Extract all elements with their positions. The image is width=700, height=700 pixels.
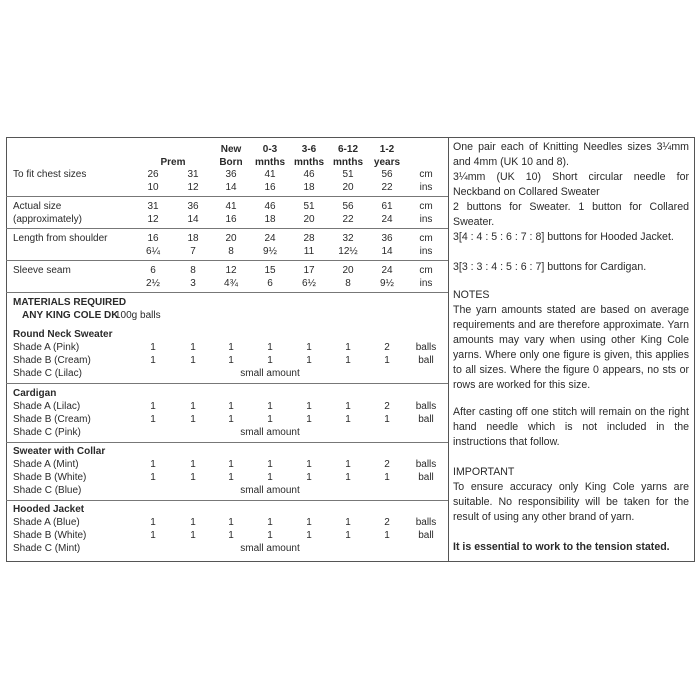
measurement-ins-value: 7 xyxy=(190,246,196,257)
shade-a-label: Shade A (Blue) xyxy=(13,517,80,528)
shade-b-amount: 1 xyxy=(190,472,196,483)
shade-c-label: Shade C (Pink) xyxy=(13,427,81,438)
measurement-ins-value: 24 xyxy=(381,214,393,225)
buttons-sweater-text: 2 buttons for Sweater. 1 button for Collared Sweater. xyxy=(453,201,689,228)
unit-ins: ins xyxy=(419,246,433,257)
circular-needle-text: 3¼mm (UK 10) Short circular needle for Neckband on Collared Sweater xyxy=(453,171,689,198)
shade-b-amount: 1 xyxy=(306,472,312,483)
important-yarn-text: To ensure accuracy only King Cole yarns are suitable. No responsibility will be taken for the result of using any other brand of yarn. xyxy=(453,481,689,523)
measurement-ins-value: 12½ xyxy=(338,246,358,257)
garment-name: Sweater with Collar xyxy=(13,446,106,457)
shade-b-amount: 1 xyxy=(190,414,196,425)
shade-a-amount: 1 xyxy=(228,459,234,470)
measurement-label: Length from shoulder xyxy=(13,233,108,244)
measurement-label: Actual size xyxy=(13,201,62,212)
shade-a-label: Shade A (Lilac) xyxy=(13,401,81,412)
measurement-ins-value: 9½ xyxy=(380,278,394,289)
measurement-ins-value: 14 xyxy=(381,246,393,257)
shade-b-amount: 1 xyxy=(150,472,156,483)
measurement-label: Sleeve seam xyxy=(13,265,71,276)
measurement-ins-value: 4¾ xyxy=(224,278,238,289)
shade-a-amount: 1 xyxy=(306,342,312,353)
measurement-cm-value: 36 xyxy=(187,201,199,212)
shade-b-amount: 1 xyxy=(150,355,156,366)
measurement-cm-value: 41 xyxy=(264,169,276,180)
section-divider xyxy=(6,500,448,501)
measurement-ins-value: 6½ xyxy=(302,278,316,289)
measurement-ins-value: 8 xyxy=(228,246,234,257)
measurement-cm-value: 24 xyxy=(381,265,393,276)
shade-b-label: Shade B (White) xyxy=(13,472,87,483)
shade-b-amount: 1 xyxy=(384,472,390,483)
shade-a-amount: 1 xyxy=(306,517,312,528)
unit-ball: ball xyxy=(418,472,434,483)
shade-a-amount: 1 xyxy=(228,401,234,412)
shade-a-label: Shade A (Pink) xyxy=(13,342,80,353)
garment-name: Cardigan xyxy=(13,388,57,399)
measurement-cm-value: 51 xyxy=(342,169,354,180)
needles-text: One pair each of Knitting Needles sizes 3¼mm and 4mm (UK 10 and 8). xyxy=(453,141,689,168)
shade-c-amount: small amount xyxy=(240,368,300,379)
measurement-cm-value: 31 xyxy=(147,201,159,212)
unit-balls: balls xyxy=(415,342,437,353)
header-6-12-line2: mnths xyxy=(333,157,363,168)
shade-a-amount: 2 xyxy=(384,342,390,353)
header-3-6-line1: 3-6 xyxy=(301,144,317,155)
shade-a-amount: 1 xyxy=(228,517,234,528)
unit-cm: cm xyxy=(419,233,433,244)
shade-b-label: Shade B (White) xyxy=(13,530,87,541)
measurement-cm-value: 56 xyxy=(381,169,393,180)
shade-b-label: Shade B (Cream) xyxy=(13,355,91,366)
shade-a-amount: 1 xyxy=(267,401,273,412)
shade-b-amount: 1 xyxy=(228,355,234,366)
measurement-cm-value: 36 xyxy=(381,233,393,244)
shade-a-amount: 1 xyxy=(228,342,234,353)
measurement-label: To fit chest sizes xyxy=(13,169,87,180)
shade-a-amount: 1 xyxy=(190,342,196,353)
shade-a-label: Shade A (Mint) xyxy=(13,459,79,470)
shade-b-amount: 1 xyxy=(190,355,196,366)
measurement-ins-value: 11 xyxy=(303,246,315,257)
shade-b-amount: 1 xyxy=(345,414,351,425)
section-divider xyxy=(6,442,448,443)
shade-a-amount: 1 xyxy=(150,517,156,528)
shade-a-amount: 1 xyxy=(345,401,351,412)
shade-a-amount: 1 xyxy=(150,401,156,412)
measurement-ins-value: 10 xyxy=(147,182,159,193)
header-0-3-line2: mnths xyxy=(255,157,285,168)
header-prem: Prem xyxy=(160,157,186,168)
yarn-unit: 100g balls xyxy=(115,310,161,321)
shade-a-amount: 1 xyxy=(267,459,273,470)
section-divider xyxy=(6,260,448,261)
unit-cm: cm xyxy=(419,201,433,212)
measurement-ins-value: 18 xyxy=(303,182,315,193)
measurement-ins-value: 14 xyxy=(225,182,237,193)
header-1-2-line2: years xyxy=(373,157,401,168)
measurement-ins-value: 9½ xyxy=(263,246,277,257)
notes-yarn-amounts: The yarn amounts stated are based on average requirements and are therefore approximate. Yarn amounts may vary when using other King Cole yarns. Where only one figure is given, this applies to all sizes. Where the figure 0 appears, no sts or rows are worked for this size. xyxy=(453,304,689,391)
measurement-ins-value: 20 xyxy=(303,214,315,225)
measurement-ins-value: 6 xyxy=(267,278,273,289)
measurement-cm-value: 17 xyxy=(303,265,315,276)
shade-a-amount: 1 xyxy=(345,459,351,470)
shade-a-amount: 2 xyxy=(384,517,390,528)
shade-b-amount: 1 xyxy=(228,414,234,425)
measurement-cm-value: 51 xyxy=(303,201,315,212)
garment-name: Round Neck Sweater xyxy=(13,329,113,340)
shade-c-label: Shade C (Blue) xyxy=(13,485,82,496)
measurement-ins-value: 12 xyxy=(187,182,199,193)
shade-b-amount: 1 xyxy=(345,530,351,541)
shade-a-amount: 2 xyxy=(384,401,390,412)
measurement-cm-value: 36 xyxy=(225,169,237,180)
shade-b-amount: 1 xyxy=(306,355,312,366)
measurement-cm-value: 24 xyxy=(264,233,276,244)
shade-c-label: Shade C (Mint) xyxy=(13,543,81,554)
shade-b-amount: 1 xyxy=(384,530,390,541)
measurement-ins-value: 8 xyxy=(345,278,351,289)
shade-a-amount: 2 xyxy=(384,459,390,470)
measurement-ins-value: 14 xyxy=(187,214,199,225)
measurement-cm-value: 20 xyxy=(342,265,354,276)
buttons-jacket-text: 3[4 : 4 : 5 : 6 : 7 : 8] buttons for Hooded Jacket. xyxy=(453,231,674,243)
unit-cm: cm xyxy=(419,265,433,276)
shade-b-amount: 1 xyxy=(267,414,273,425)
shade-a-amount: 1 xyxy=(345,342,351,353)
measurement-ins-value: 12 xyxy=(147,214,159,225)
unit-ball: ball xyxy=(418,414,434,425)
unit-ball: ball xyxy=(418,530,434,541)
important-heading: IMPORTANT xyxy=(453,466,515,478)
shade-c-amount: small amount xyxy=(240,427,300,438)
shade-a-amount: 1 xyxy=(190,459,196,470)
section-divider xyxy=(6,383,448,384)
shade-b-amount: 1 xyxy=(190,530,196,541)
measurement-cm-value: 61 xyxy=(381,201,393,212)
unit-balls: balls xyxy=(415,517,437,528)
materials-heading: MATERIALS REQUIRED xyxy=(13,297,127,308)
header-newborn-line1: New xyxy=(220,144,242,155)
shade-b-amount: 1 xyxy=(228,530,234,541)
measurement-cm-value: 56 xyxy=(342,201,354,212)
measurement-cm-value: 15 xyxy=(264,265,276,276)
measurement-cm-value: 32 xyxy=(342,233,354,244)
measurement-ins-value: 22 xyxy=(342,214,354,225)
shade-a-amount: 1 xyxy=(150,342,156,353)
shade-b-amount: 1 xyxy=(267,472,273,483)
header-newborn-line2: Born xyxy=(219,157,243,168)
measurement-ins-value: 20 xyxy=(342,182,354,193)
shade-b-amount: 1 xyxy=(384,414,390,425)
measurement-ins-value: 22 xyxy=(381,182,393,193)
shade-b-amount: 1 xyxy=(228,472,234,483)
measurement-cm-value: 8 xyxy=(190,265,196,276)
column-divider xyxy=(448,137,449,562)
shade-c-amount: small amount xyxy=(240,485,300,496)
measurement-ins-value: 3 xyxy=(190,278,196,289)
measurement-cm-value: 46 xyxy=(264,201,276,212)
shade-b-amount: 1 xyxy=(267,355,273,366)
shade-b-amount: 1 xyxy=(345,355,351,366)
unit-cm: cm xyxy=(419,169,433,180)
measurement-ins-value: 16 xyxy=(264,182,276,193)
measurement-ins-value: 2½ xyxy=(146,278,160,289)
section-divider xyxy=(6,228,448,229)
measurement-ins-value: 18 xyxy=(264,214,276,225)
unit-balls: balls xyxy=(415,401,437,412)
yarn-brand: ANY KING COLE DK xyxy=(22,310,119,321)
shade-c-label: Shade C (Lilac) xyxy=(13,368,82,379)
measurement-cm-value: 26 xyxy=(147,169,159,180)
shade-b-amount: 1 xyxy=(267,530,273,541)
measurement-ins-value: 16 xyxy=(225,214,237,225)
header-0-3-line1: 0-3 xyxy=(262,144,278,155)
shade-a-amount: 1 xyxy=(267,342,273,353)
measurement-cm-value: 18 xyxy=(187,233,199,244)
shade-b-amount: 1 xyxy=(384,355,390,366)
unit-ins: ins xyxy=(419,278,433,289)
buttons-cardigan-text: 3[3 : 3 : 4 : 5 : 6 : 7] buttons for Cardigan. xyxy=(453,261,647,273)
unit-ins: ins xyxy=(419,182,433,193)
section-divider xyxy=(6,292,448,293)
section-divider xyxy=(6,196,448,197)
shade-b-amount: 1 xyxy=(150,414,156,425)
shade-a-amount: 1 xyxy=(267,517,273,528)
header-1-2-line1: 1-2 xyxy=(379,144,395,155)
unit-balls: balls xyxy=(415,459,437,470)
shade-c-amount: small amount xyxy=(240,543,300,554)
shade-b-amount: 1 xyxy=(150,530,156,541)
measurement-cm-value: 12 xyxy=(225,265,237,276)
shade-b-label: Shade B (Cream) xyxy=(13,414,91,425)
measurement-ins-value: 6¼ xyxy=(146,246,160,257)
measurement-cm-value: 46 xyxy=(303,169,315,180)
shade-a-amount: 1 xyxy=(306,401,312,412)
important-tension-text: It is essential to work to the tension stated. xyxy=(453,541,670,553)
unit-ins: ins xyxy=(419,214,433,225)
shade-a-amount: 1 xyxy=(345,517,351,528)
measurement-cm-value: 6 xyxy=(150,265,156,276)
garment-name: Hooded Jacket xyxy=(13,504,85,515)
measurement-cm-value: 28 xyxy=(303,233,315,244)
header-6-12-line1: 6-12 xyxy=(337,144,359,155)
measurement-cm-value: 16 xyxy=(147,233,159,244)
shade-a-amount: 1 xyxy=(306,459,312,470)
notes-casting-off: After casting off one stitch will remain on the right hand needle which is not included in the instructions that follow. xyxy=(453,406,689,448)
notes-heading: NOTES xyxy=(453,289,490,301)
header-3-6-line2: mnths xyxy=(294,157,324,168)
measurement-cm-value: 41 xyxy=(225,201,237,212)
measurement-cm-value: 20 xyxy=(225,233,237,244)
shade-a-amount: 1 xyxy=(190,517,196,528)
shade-b-amount: 1 xyxy=(306,530,312,541)
measurement-sublabel: (approximately) xyxy=(13,214,82,225)
measurement-cm-value: 31 xyxy=(187,169,199,180)
shade-b-amount: 1 xyxy=(345,472,351,483)
shade-a-amount: 1 xyxy=(190,401,196,412)
shade-b-amount: 1 xyxy=(306,414,312,425)
shade-a-amount: 1 xyxy=(150,459,156,470)
unit-ball: ball xyxy=(418,355,434,366)
